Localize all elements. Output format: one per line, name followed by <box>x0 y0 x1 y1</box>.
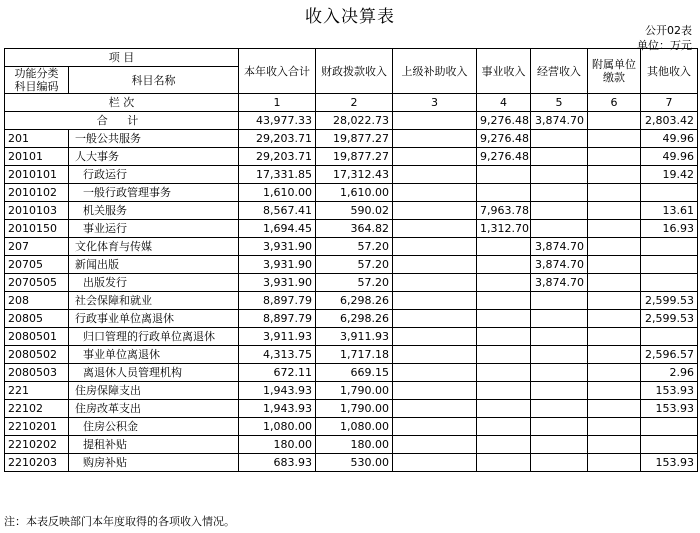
cell-value: 3,911.93 <box>239 328 316 346</box>
cell-value <box>531 346 588 364</box>
cell-value <box>477 310 531 328</box>
cell-value: 19,877.27 <box>316 148 393 166</box>
table-row <box>5 454 698 472</box>
subject-name: 出版发行 <box>69 274 239 292</box>
cell-value <box>531 382 588 400</box>
subject-name: 新闻出版 <box>69 256 239 274</box>
subject-code: 20101 <box>5 148 69 166</box>
cell-value <box>588 202 641 220</box>
table-row <box>5 220 698 238</box>
cell-value: 19,877.27 <box>316 130 393 148</box>
cell-value: 17,312.43 <box>316 166 393 184</box>
cell-value: 2,803.42 <box>641 112 698 130</box>
col-number: 4 <box>477 94 531 112</box>
cell-value: 153.93 <box>641 382 698 400</box>
cell-value <box>477 274 531 292</box>
cell-value <box>393 400 477 418</box>
cell-value <box>588 382 641 400</box>
subject-code: 2080502 <box>5 346 69 364</box>
cell-value <box>588 364 641 382</box>
cell-value: 3,874.70 <box>531 112 588 130</box>
table-row <box>5 202 698 220</box>
cell-value: 29,203.71 <box>239 130 316 148</box>
cell-value <box>477 364 531 382</box>
cell-value <box>393 418 477 436</box>
cell-value <box>393 328 477 346</box>
cell-value: 672.11 <box>239 364 316 382</box>
table-row <box>5 310 698 328</box>
subject-name: 社会保障和就业 <box>69 292 239 310</box>
subject-name: 离退休人员管理机构 <box>69 364 239 382</box>
lanci-label: 栏 次 <box>5 94 239 112</box>
table-row <box>5 436 698 454</box>
cell-value: 3,931.90 <box>239 274 316 292</box>
cell-value <box>588 310 641 328</box>
subject-name: 行政事业单位离退休 <box>69 310 239 328</box>
table-row <box>5 238 698 256</box>
cell-value <box>588 292 641 310</box>
subject-code: 2010103 <box>5 202 69 220</box>
col-header-code: 功能分类 科目编码 <box>5 67 69 94</box>
cell-value <box>393 112 477 130</box>
cell-value <box>531 364 588 382</box>
cell-value: 7,963.78 <box>477 202 531 220</box>
subject-name: 一般行政管理事务 <box>69 184 239 202</box>
cell-value: 153.93 <box>641 454 698 472</box>
cell-value: 2,596.57 <box>641 346 698 364</box>
cell-value <box>588 256 641 274</box>
cell-value <box>588 238 641 256</box>
cell-value: 590.02 <box>316 202 393 220</box>
cell-value <box>531 310 588 328</box>
cell-value: 1,694.45 <box>239 220 316 238</box>
cell-value <box>531 202 588 220</box>
cell-value: 9,276.48 <box>477 130 531 148</box>
table-row <box>5 418 698 436</box>
total-label: 合 计 <box>5 112 239 130</box>
cell-value: 3,931.90 <box>239 238 316 256</box>
cell-value <box>641 436 698 454</box>
subject-code: 201 <box>5 130 69 148</box>
cell-value: 1,080.00 <box>239 418 316 436</box>
subject-code: 2070505 <box>5 274 69 292</box>
cell-value: 530.00 <box>316 454 393 472</box>
cell-value: 1,312.70 <box>477 220 531 238</box>
footnote: 注：本表反映部门本年度取得的各项收入情况。 <box>4 515 235 528</box>
cell-value <box>588 436 641 454</box>
cell-value: 49.96 <box>641 148 698 166</box>
cell-value: 8,567.41 <box>239 202 316 220</box>
cell-value <box>588 148 641 166</box>
table-row <box>5 274 698 292</box>
subject-name: 住房公积金 <box>69 418 239 436</box>
cell-value: 57.20 <box>316 256 393 274</box>
cell-value <box>477 256 531 274</box>
cell-value: 6,298.26 <box>316 310 393 328</box>
cell-value <box>531 166 588 184</box>
cell-value <box>531 436 588 454</box>
col-number: 3 <box>393 94 477 112</box>
cell-value <box>393 238 477 256</box>
cell-value <box>393 166 477 184</box>
subject-name: 归口管理的行政单位离退休 <box>69 328 239 346</box>
cell-value <box>531 328 588 346</box>
table-row <box>5 256 698 274</box>
cell-value <box>477 238 531 256</box>
col-number: 1 <box>239 94 316 112</box>
subject-name: 事业运行 <box>69 220 239 238</box>
cell-value <box>393 436 477 454</box>
cell-value <box>393 202 477 220</box>
col-number: 5 <box>531 94 588 112</box>
subject-name: 一般公共服务 <box>69 130 239 148</box>
cell-value <box>477 328 531 346</box>
subject-code: 20805 <box>5 310 69 328</box>
income-table <box>4 48 698 472</box>
col-number: 6 <box>588 94 641 112</box>
total-row <box>5 112 698 130</box>
cell-value <box>477 418 531 436</box>
col-header-total: 本年收入合计 <box>239 49 316 94</box>
table-row <box>5 364 698 382</box>
subject-code: 2010102 <box>5 184 69 202</box>
cell-value: 9,276.48 <box>477 148 531 166</box>
table-row <box>5 292 698 310</box>
table-row <box>5 130 698 148</box>
table-row <box>5 382 698 400</box>
cell-value: 1,790.00 <box>316 382 393 400</box>
subject-code: 22102 <box>5 400 69 418</box>
table-row <box>5 328 698 346</box>
cell-value: 2,599.53 <box>641 292 698 310</box>
cell-value: 3,874.70 <box>531 274 588 292</box>
subject-name: 文化体育与传媒 <box>69 238 239 256</box>
page-title: 收入决算表 <box>305 7 395 27</box>
cell-value <box>477 166 531 184</box>
cell-value: 364.82 <box>316 220 393 238</box>
cell-value: 1,717.18 <box>316 346 393 364</box>
cell-value <box>393 148 477 166</box>
cell-value: 17,331.85 <box>239 166 316 184</box>
cell-value: 19.42 <box>641 166 698 184</box>
cell-value: 2,599.53 <box>641 310 698 328</box>
subject-code: 208 <box>5 292 69 310</box>
cell-value: 49.96 <box>641 130 698 148</box>
cell-value: 180.00 <box>239 436 316 454</box>
unit-label: 单位：万元 <box>637 39 692 52</box>
cell-value <box>588 418 641 436</box>
cell-value <box>588 130 641 148</box>
cell-value <box>393 274 477 292</box>
subject-name: 事业单位离退休 <box>69 346 239 364</box>
cell-value <box>588 400 641 418</box>
subject-name: 购房补贴 <box>69 454 239 472</box>
cell-value <box>477 382 531 400</box>
cell-value <box>393 256 477 274</box>
cell-value: 57.20 <box>316 238 393 256</box>
cell-value: 8,897.79 <box>239 292 316 310</box>
cell-value: 3,874.70 <box>531 256 588 274</box>
col-header-affiliated: 附属单位 缴款 <box>588 49 641 94</box>
cell-value: 153.93 <box>641 400 698 418</box>
subject-code: 221 <box>5 382 69 400</box>
cell-value <box>531 130 588 148</box>
cell-value <box>641 274 698 292</box>
cell-value: 1,610.00 <box>316 184 393 202</box>
cell-value <box>588 184 641 202</box>
col-header-other: 其他收入 <box>641 49 698 94</box>
subject-code: 207 <box>5 238 69 256</box>
cell-value <box>393 310 477 328</box>
cell-value <box>393 346 477 364</box>
subject-name: 机关服务 <box>69 202 239 220</box>
cell-value <box>393 130 477 148</box>
cell-value <box>641 418 698 436</box>
cell-value <box>588 274 641 292</box>
form-code: 公开02表 <box>645 24 692 37</box>
cell-value <box>477 436 531 454</box>
table-row <box>5 346 698 364</box>
subject-code: 20705 <box>5 256 69 274</box>
cell-value <box>531 184 588 202</box>
subject-name: 行政运行 <box>69 166 239 184</box>
cell-value <box>588 328 641 346</box>
subject-name: 人大事务 <box>69 148 239 166</box>
cell-value: 3,911.93 <box>316 328 393 346</box>
cell-value <box>531 454 588 472</box>
cell-value: 29,203.71 <box>239 148 316 166</box>
cell-value: 16.93 <box>641 220 698 238</box>
table-row <box>5 166 698 184</box>
cell-value: 8,897.79 <box>239 310 316 328</box>
cell-value <box>531 220 588 238</box>
cell-value <box>531 148 588 166</box>
subject-code: 2010101 <box>5 166 69 184</box>
cell-value: 4,313.75 <box>239 346 316 364</box>
cell-value: 1,790.00 <box>316 400 393 418</box>
cell-value: 28,022.73 <box>316 112 393 130</box>
cell-value <box>641 238 698 256</box>
cell-value: 3,874.70 <box>531 238 588 256</box>
subject-name: 提租补贴 <box>69 436 239 454</box>
item-group-header: 项 目 <box>5 49 239 67</box>
cell-value: 9,276.48 <box>477 112 531 130</box>
subject-code: 2210201 <box>5 418 69 436</box>
subject-code: 2210203 <box>5 454 69 472</box>
col-header-superior-subsidy: 上级补助收入 <box>393 49 477 94</box>
cell-value <box>393 292 477 310</box>
cell-value: 43,977.33 <box>239 112 316 130</box>
cell-value <box>477 346 531 364</box>
cell-value <box>641 256 698 274</box>
cell-value <box>531 418 588 436</box>
cell-value: 1,943.93 <box>239 400 316 418</box>
col-number: 2 <box>316 94 393 112</box>
cell-value: 1,080.00 <box>316 418 393 436</box>
cell-value <box>477 292 531 310</box>
col-number: 7 <box>641 94 698 112</box>
cell-value: 669.15 <box>316 364 393 382</box>
col-header-business: 事业收入 <box>477 49 531 94</box>
cell-value <box>477 454 531 472</box>
cell-value: 1,610.00 <box>239 184 316 202</box>
subject-code: 2080503 <box>5 364 69 382</box>
subject-name: 住房改革支出 <box>69 400 239 418</box>
col-header-name: 科目名称 <box>69 67 239 94</box>
cell-value <box>588 220 641 238</box>
cell-value <box>531 400 588 418</box>
cell-value <box>393 454 477 472</box>
subject-code: 2080501 <box>5 328 69 346</box>
cell-value <box>393 364 477 382</box>
col-header-fiscal: 财政拨款收入 <box>316 49 393 94</box>
cell-value <box>477 400 531 418</box>
col-header-operating: 经营收入 <box>531 49 588 94</box>
cell-value: 57.20 <box>316 274 393 292</box>
cell-value <box>531 292 588 310</box>
cell-value <box>393 382 477 400</box>
subject-code: 2210202 <box>5 436 69 454</box>
cell-value: 1,943.93 <box>239 382 316 400</box>
cell-value <box>641 184 698 202</box>
cell-value: 683.93 <box>239 454 316 472</box>
cell-value <box>588 166 641 184</box>
cell-value <box>588 112 641 130</box>
table-row <box>5 400 698 418</box>
cell-value: 6,298.26 <box>316 292 393 310</box>
cell-value <box>393 184 477 202</box>
cell-value <box>477 184 531 202</box>
cell-value <box>393 220 477 238</box>
cell-value <box>588 454 641 472</box>
cell-value: 13.61 <box>641 202 698 220</box>
cell-value: 180.00 <box>316 436 393 454</box>
subject-code: 2010150 <box>5 220 69 238</box>
cell-value <box>641 328 698 346</box>
table-row <box>5 148 698 166</box>
cell-value: 3,931.90 <box>239 256 316 274</box>
subject-name: 住房保障支出 <box>69 382 239 400</box>
cell-value: 2.96 <box>641 364 698 382</box>
cell-value <box>588 346 641 364</box>
table-row <box>5 184 698 202</box>
